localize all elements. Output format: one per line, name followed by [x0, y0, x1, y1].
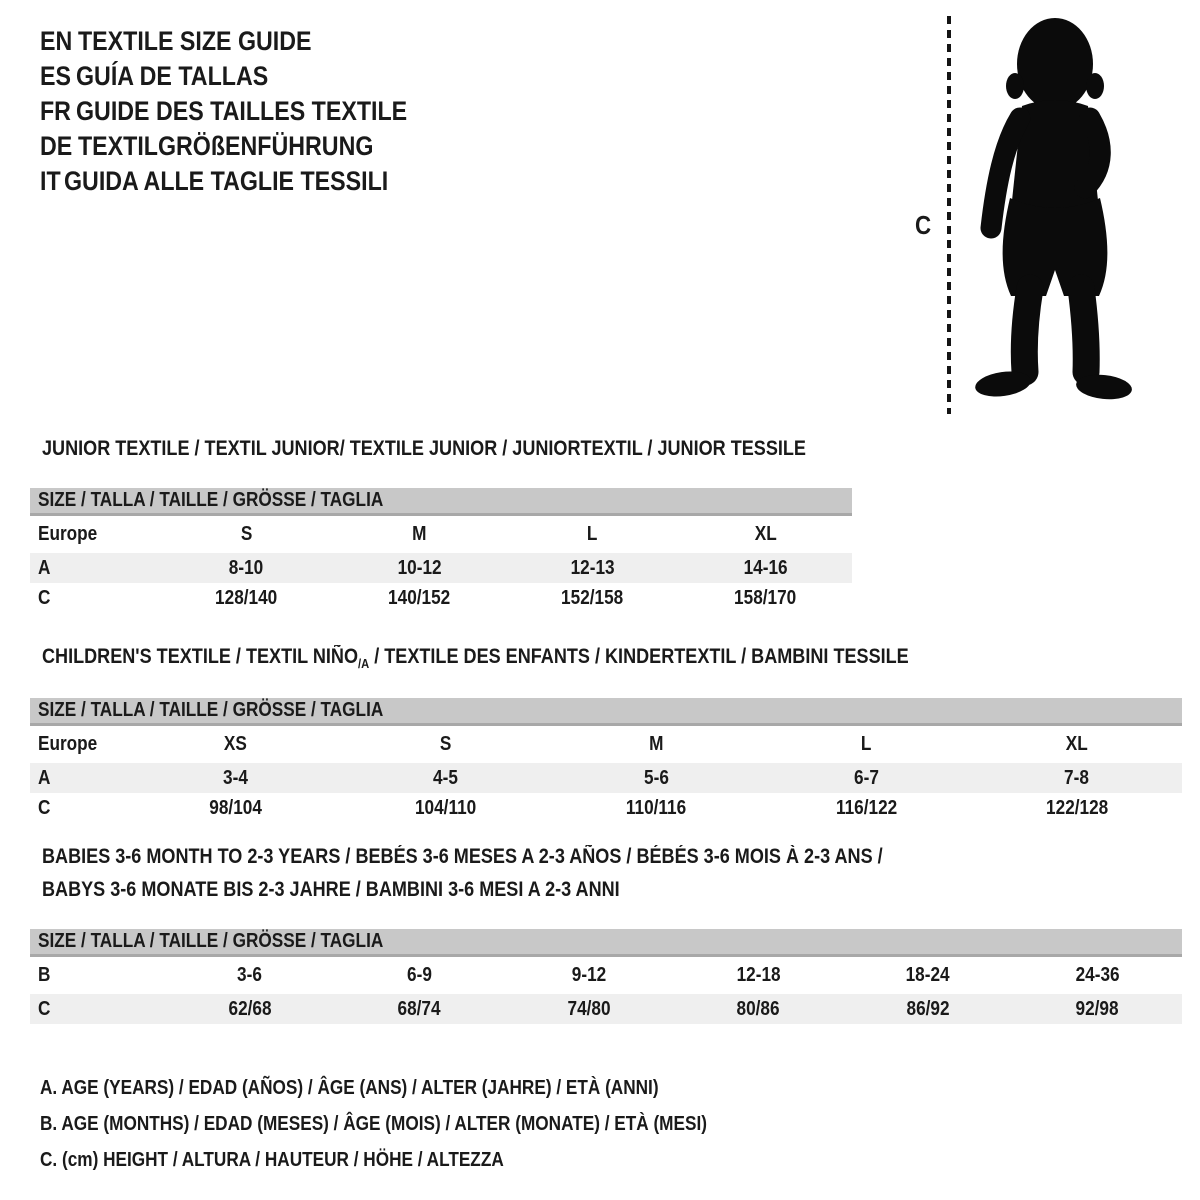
size-header-bar [30, 698, 1182, 726]
size-table [30, 488, 852, 613]
size-value: 86/92 [843, 994, 1013, 1024]
section-title-text: CHILDREN'S TEXTILE / TEXTIL NIÑO [42, 645, 359, 668]
language-label: GUIDA ALLE TAGLIE TESSILI [64, 166, 389, 196]
size-header-bar [30, 929, 1182, 957]
section-title-text: / TEXTILE DES ENFANTS / KINDERTEXTIL / BAMBINI TESSILE [369, 645, 909, 668]
size-value: 98/104 [208, 796, 262, 819]
size-value: XL [754, 523, 777, 545]
size-header-row [30, 929, 1182, 957]
size-value: 104/110 [414, 796, 477, 819]
size-value: 122/128 [1045, 796, 1108, 819]
language-code: FR [40, 96, 71, 126]
size-value: 152/158 [561, 586, 624, 609]
size-value: 62/68 [165, 994, 335, 1024]
table-row [30, 793, 1182, 823]
size-table [30, 698, 1182, 823]
legend-line: B. AGE (MONTHS) / EDAD (MESES) / ÂGE (MOIS) / ALTER (MONATE) / ETÀ (MESI) [40, 1113, 707, 1135]
legend [40, 1070, 816, 1178]
table-row [30, 583, 852, 613]
table-row [30, 763, 1182, 793]
row-label: A [30, 763, 130, 793]
section-title [42, 432, 852, 465]
toddler-silhouette-icon [958, 12, 1143, 420]
row-label: A [30, 553, 160, 583]
size-value: 14-16 [679, 553, 852, 583]
size-value: 3-6 [237, 964, 263, 986]
row-label: Europe [38, 733, 98, 755]
height-measure-label: C [915, 210, 932, 240]
language-code: IT [40, 166, 61, 196]
size-value: 10-12 [333, 553, 506, 583]
table-row [30, 726, 1182, 763]
section-title-line [42, 640, 1182, 675]
language-code: ES [40, 61, 71, 91]
size-value: 12-18 [736, 964, 781, 986]
table-row [30, 994, 1182, 1024]
language-row [40, 59, 461, 94]
size-value: 9-12 [571, 964, 606, 986]
size-value: S [439, 733, 452, 755]
row-label: C [38, 796, 51, 819]
size-header-row [30, 488, 852, 516]
size-header-bar [30, 488, 852, 516]
language-row [40, 129, 461, 164]
language-row [40, 164, 461, 199]
size-value: 116/122 [835, 796, 897, 819]
size-value: 128/140 [215, 586, 278, 609]
size-header-text: SIZE / TALLA / TAILLE / GRÖSSE / TAGLIA [38, 489, 384, 511]
size-value: L [587, 523, 598, 545]
section-title-line [42, 432, 852, 465]
size-table [30, 929, 1182, 1024]
size-value: L [861, 733, 872, 755]
row-label: C [30, 994, 165, 1024]
section-title-text: JUNIOR TEXTILE / TEXTIL JUNIOR/ TEXTILE JUNIOR / JUNIORTEXTIL / JUNIOR TESSILE [42, 437, 806, 460]
size-value: 74/80 [504, 994, 674, 1024]
section-title [42, 640, 1182, 675]
table-row [30, 516, 852, 553]
size-value: 5-6 [551, 763, 761, 793]
size-value: XS [223, 733, 247, 755]
section-title-line [42, 873, 1182, 906]
language-code: EN [40, 26, 73, 56]
size-value: 18-24 [905, 964, 950, 986]
language-code: DE [40, 131, 73, 161]
size-value: 140/152 [388, 586, 451, 609]
size-header-text: SIZE / TALLA / TAILLE / GRÖSSE / TAGLIA [38, 699, 384, 721]
section-junior-textile [30, 432, 852, 613]
size-value: S [240, 523, 253, 545]
size-value: 3-4 [130, 763, 340, 793]
size-header-row [30, 698, 1182, 726]
table-row [30, 957, 1182, 994]
language-label: GUIDE DES TAILLES TEXTILE [76, 96, 408, 126]
language-label: GUÍA DE TALLAS [76, 61, 269, 91]
language-row [40, 94, 461, 129]
height-measure-dashed-line [947, 16, 951, 414]
size-header-text: SIZE / TALLA / TAILLE / GRÖSSE / TAGLIA [38, 930, 384, 952]
section-babies-textile [30, 840, 1182, 1024]
section-title-text: BABIES 3-6 MONTH TO 2-3 YEARS / BEBÉS 3-6 MESES A 2-3 AÑOS / BÉBÉS 3-6 MOIS À 2-3 ANS / [42, 845, 883, 868]
language-label: TEXTILGRÖßENFÜHRUNG [77, 131, 373, 161]
row-label: Europe [38, 523, 98, 545]
size-value: XL [1065, 733, 1088, 755]
size-value: 12-13 [506, 553, 679, 583]
size-value: 110/116 [625, 796, 687, 819]
size-value: M [412, 523, 427, 545]
section-title-subscript: /A [358, 656, 370, 671]
language-list [40, 24, 461, 199]
size-value: 6-9 [406, 964, 432, 986]
size-value: 68/74 [335, 994, 505, 1024]
section-title-line [42, 840, 1182, 873]
language-label: TEXTILE SIZE GUIDE [77, 26, 312, 56]
size-value: 8-10 [160, 553, 333, 583]
language-row [40, 24, 461, 59]
section-title [42, 840, 1182, 906]
size-value: 92/98 [1013, 994, 1183, 1024]
size-value: 24-36 [1075, 964, 1120, 986]
size-value: 158/170 [734, 586, 797, 609]
legend-line: C. (cm) HEIGHT / ALTURA / HAUTEUR / HÖHE / ALTEZZA [40, 1149, 504, 1171]
size-value: 4-5 [340, 763, 550, 793]
section-childrens-textile [30, 640, 1182, 823]
size-value: M [648, 733, 664, 755]
size-value: 7-8 [972, 763, 1182, 793]
size-value: 80/86 [674, 994, 844, 1024]
size-value: 6-7 [761, 763, 971, 793]
table-row [30, 553, 852, 583]
row-label: C [38, 586, 51, 609]
legend-line: A. AGE (YEARS) / EDAD (AÑOS) / ÂGE (ANS) / ALTER (JAHRE) / ETÀ (ANNI) [40, 1077, 659, 1099]
section-title-text: BABYS 3-6 MONATE BIS 2-3 JAHRE / BAMBINI 3-6 MESI A 2-3 ANNI [42, 878, 620, 901]
row-label: B [38, 964, 51, 986]
